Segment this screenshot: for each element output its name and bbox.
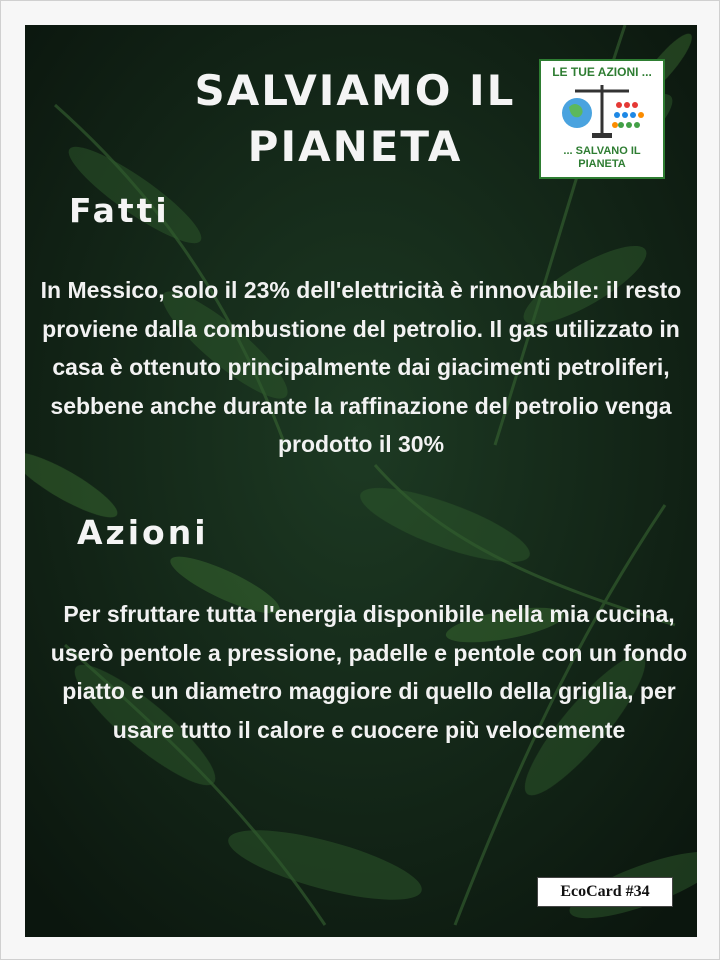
eco-card: [25, 25, 697, 937]
actions-heading: Azioni: [77, 513, 209, 552]
card-number-label: EcoCard #34: [537, 877, 673, 907]
actions-text: Per sfruttare tutta l'energia disponibile nella mia cucina, userò pentole a pressione, padelle e pentole con un fondo piatto e un diametro maggiore di quello della griglia, per usare tutto il calore e cuocere più velocemente: [50, 601, 688, 743]
scale-earth-people-icon: [557, 79, 647, 141]
page-title: SALVIAMO IL PIANETA: [194, 66, 516, 171]
facts-heading: Fatti: [69, 191, 170, 230]
logo-badge: [539, 59, 665, 179]
logo-bottom-text: ... SALVANO IL PIANETA: [563, 145, 641, 170]
facts-text: In Messico, solo il 23% dell'elettricità è rinnovabile: il resto proviene dalla combustione del petrolio. Il gas utilizzato in casa è ottenuto principalmente dai giacimenti petroliferi, sebbene anche durante la raffinazione del petrolio venga prodotto il 30%: [40, 277, 682, 457]
logo-top-text: LE TUE AZIONI ...: [552, 65, 652, 79]
